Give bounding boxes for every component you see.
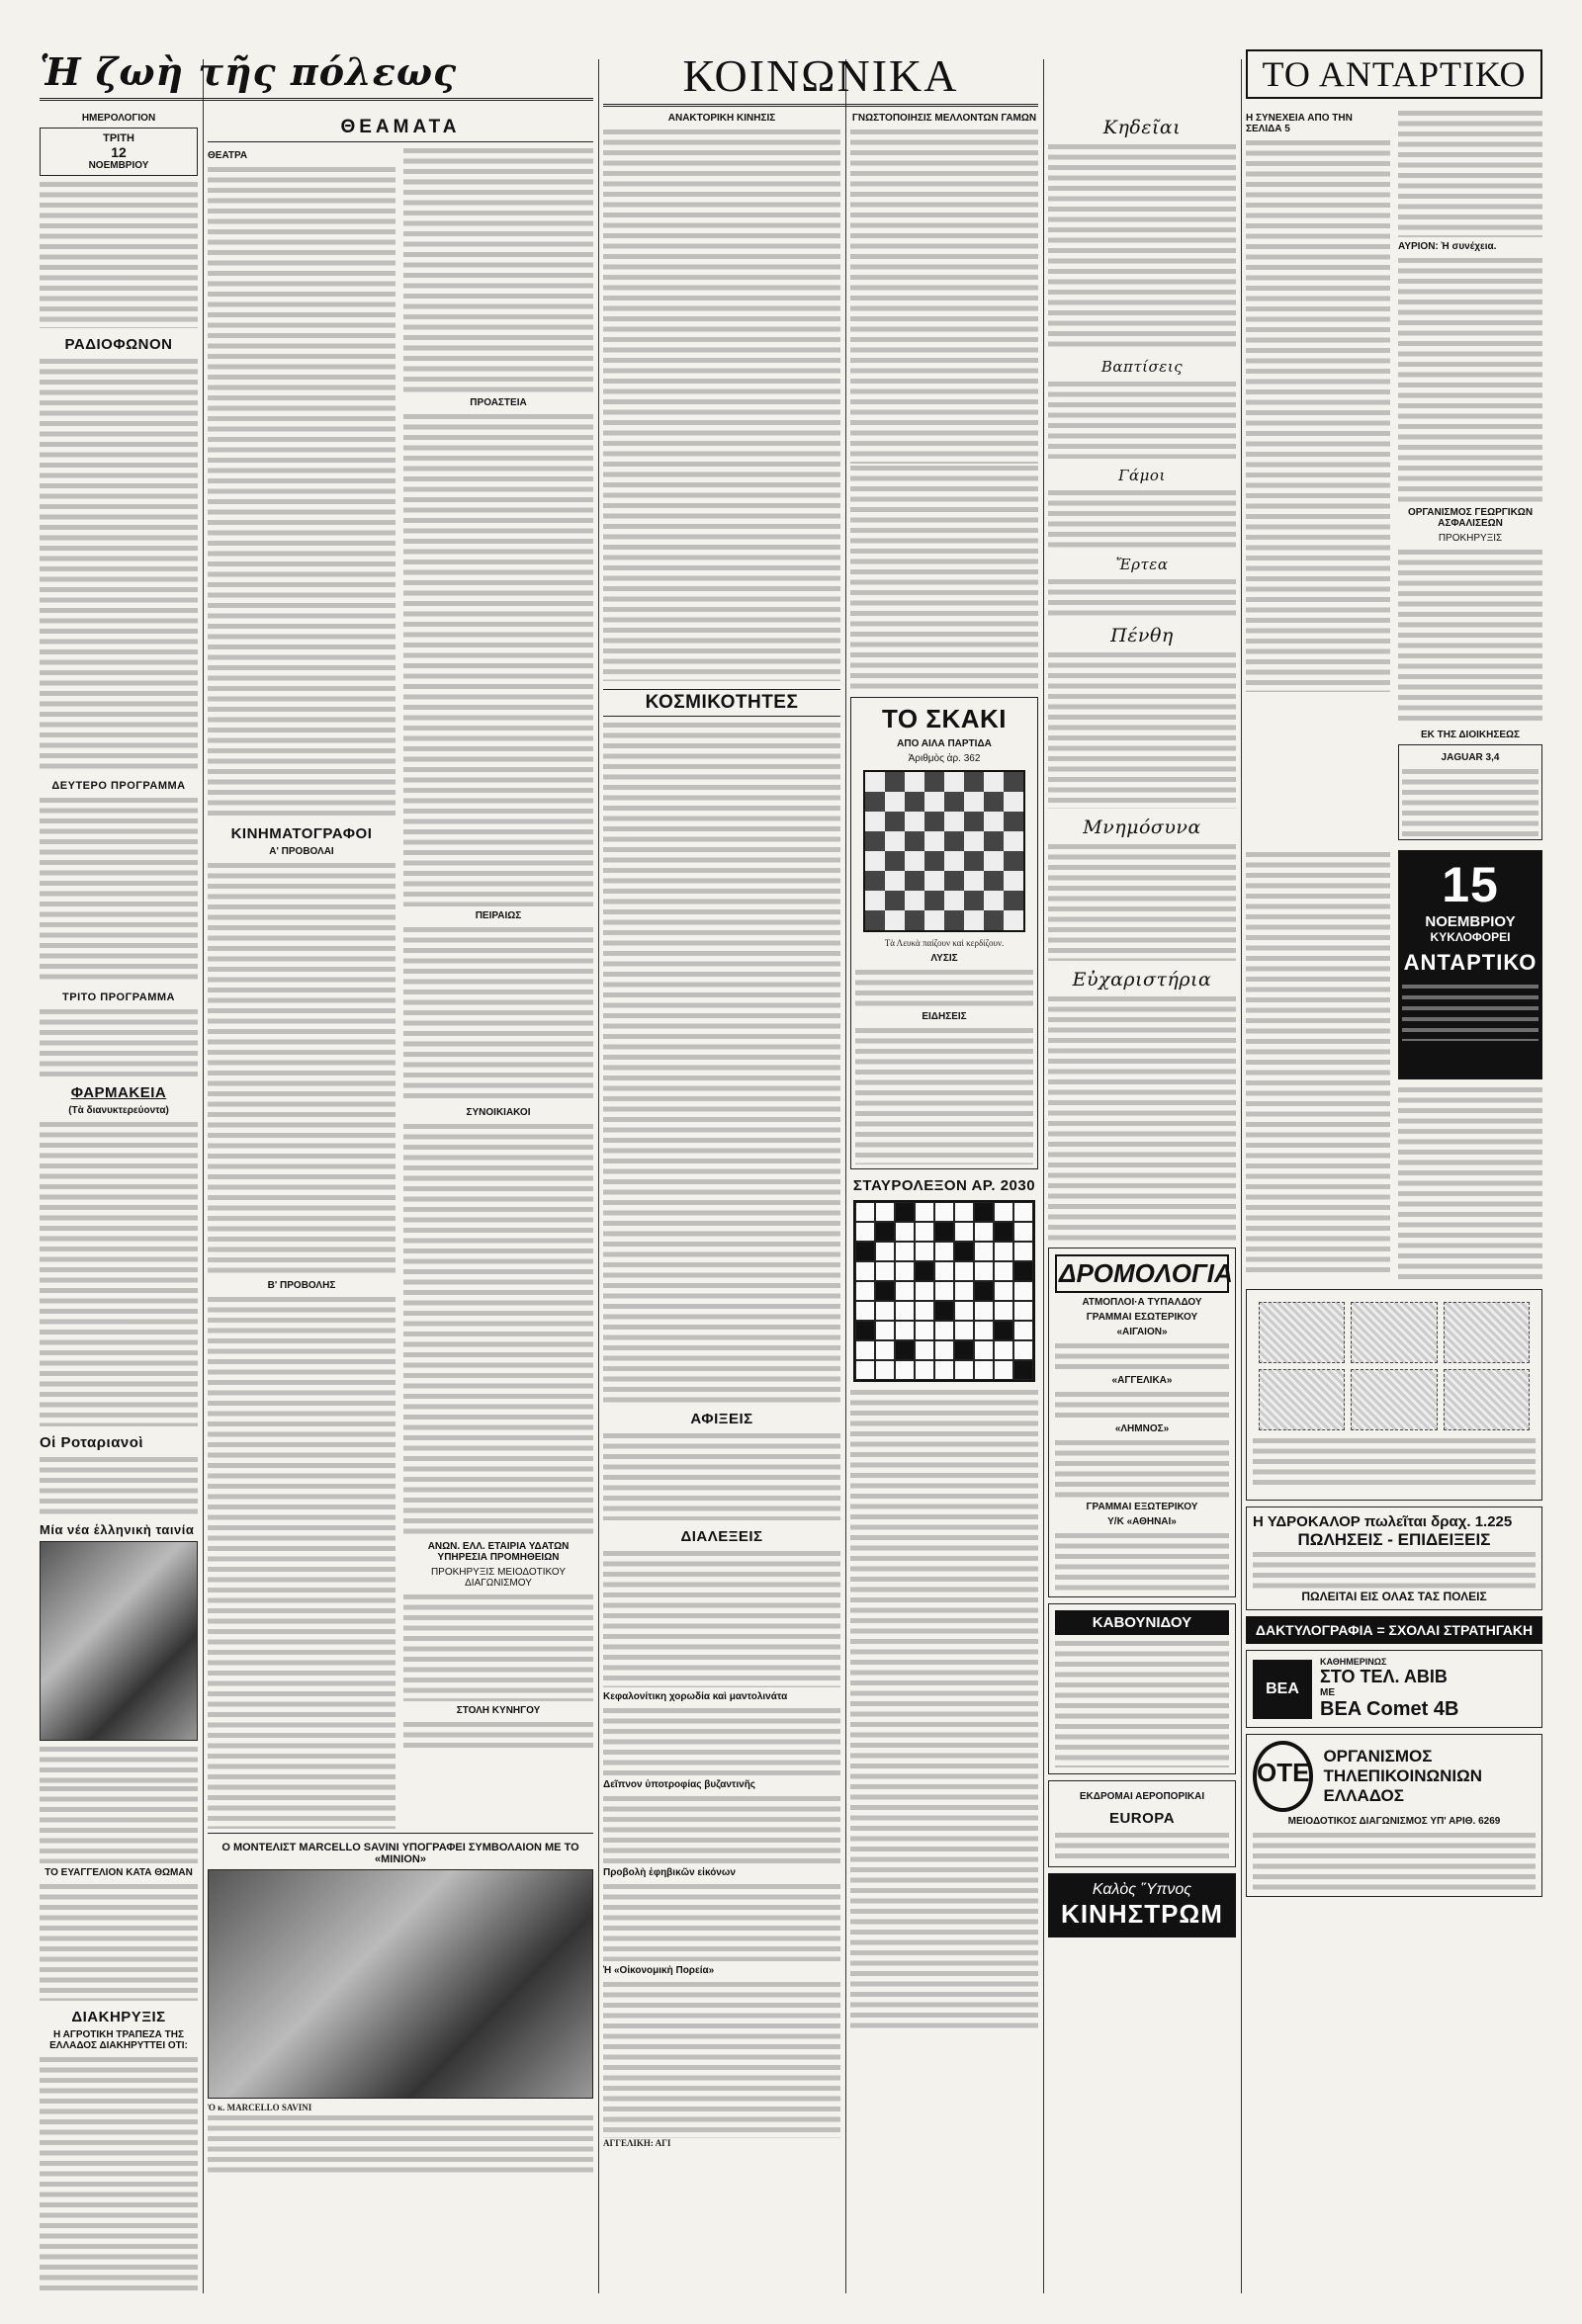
film-caption [40,1745,198,1784]
domestic-heading: ΓΡΑΜΜΑΙ ΕΣΩΤΕΡΙΚΟΥ [1086,1312,1198,1323]
cinema-list-text [403,146,593,393]
story-text-e [1398,1085,1542,1283]
radio-heading: ΡΑΔΙΟΦΩΝΟΝ [64,336,173,353]
story-text-b [1398,109,1542,237]
water-co-text [403,1592,593,1701]
arrivals-text [603,1431,840,1520]
ad-line: ΑΓΓΕΛΙΚΗ: ΑΓΙ [603,2138,671,2148]
date-block [40,128,198,176]
suburbs-heading: ΠΡΟΑΣΤΕΙΑ [470,397,527,408]
engagement-heading: ΓΝΩΣΤΟΠΟΙΗΣΙΣ ΜΕΛΛΟΝΤΩΝ ΓΑΜΩΝ [851,113,1037,124]
tender-heading: ΠΡΟΚΗΡΥΞΙΣ ΜΕΙΟΔΟΤΙΚΟΥ ΔΙΑΓΩΝΙΣΜΟΥ [430,1567,567,1589]
hydrokalor-text [1253,1550,1536,1590]
social-header-block [603,49,1038,115]
engagement-text [850,128,1038,464]
ankyrotiki-text [603,128,840,681]
lectures-text [603,1549,840,1687]
weddings-heading: Γάμοι [1118,467,1166,484]
europa-heading: EUROPA [1108,1810,1176,1827]
social-text-b [850,464,1038,691]
foreign-heading: ΓΡΑΜΜΑΙ ΕΞΩΤΕΡΙΚΟΥ [1086,1502,1198,1512]
masthead-block [40,49,593,107]
ote-ad [1246,1734,1542,1897]
crossword-clues [850,1388,1038,2030]
solution-text [855,968,1033,1007]
ad15-day: 15 [1442,857,1499,912]
stamp-ad-text [1253,1436,1536,1486]
society-heading: ΚΟΣΜΙΚΟΤΗΤΕΣ [603,689,840,717]
gospel-text [40,1882,198,2001]
hunter-uniform-heading: ΣΤΟΛΗ ΚΥΝΗΓΟΥ [456,1705,541,1716]
hydrokalor-ad [1246,1506,1542,1610]
from-admin: ΕΚ ΤΗΣ ΔΙΟΙΚΗΣΕΩΣ [1420,730,1521,740]
water-co-heading: ΑΝΩΝ. ΕΛΛ. ΕΤΑΙΡΙΑ ΥΔΑΤΩΝ ΥΠΗΡΕΣΙΑ ΠΡΟΜΗΘΕΙΩΝ [427,1541,570,1563]
limnos-heading: «ΛΗΜΝΟΣ» [1114,1423,1170,1434]
column-social-b [850,109,1038,2293]
weddings-text [1048,488,1236,548]
pharmacies-sub: (Τὰ διανυκτερεύοντα) [68,1105,169,1116]
film-show-heading: Προβολὴ ἐφηβικῶν εἰκόνων [603,1867,736,1878]
social-heading: ΚΟΙΝΩΝΙΚΑ [603,49,1038,107]
first-run-heading: Α' ΠΡΟΒΟΛΑΙ [269,846,334,857]
aigaion-heading: «ΑΙΓΑΙΟΝ» [1116,1327,1168,1337]
aggeliki-text [1055,1390,1229,1420]
ad15-month: ΝΟΕΜΒΡΙΟΥ [1425,913,1516,930]
dinner-heading: Δεῖπνον ὑποτροφίας βυζαντινῆς [603,1779,756,1790]
bea-plane: BEA Comet 4B [1320,1698,1459,1720]
film-show-text [603,1882,840,1961]
bea-with: ΜΕ [1320,1687,1335,1698]
jaguar-heading: JAGUAR 3,4 [1441,752,1500,763]
ad15-text [1402,982,1538,1041]
society-text [603,721,840,1403]
antartiko-header-block [1246,49,1542,107]
chess-board [863,770,1025,932]
arrivals-heading: ΑΦΙΞΕΙΣ [690,1411,753,1427]
ote-subtitle: ΜΕΙΟΔΟΤΙΚΟΣ ΔΙΑΓΩΝΙΣΜΟΣ ΥΠ' ΑΡΙΘ. 6269 [1287,1816,1501,1827]
solution-heading: ΛΥΣΙΣ [930,952,958,964]
org-text [1398,548,1542,726]
column-rule [845,59,846,2293]
chess-caption: Τὰ Λευκὰ παίζουν καὶ κερδίζουν. [884,938,1005,948]
lectures-heading: ΔΙΑΛΕΞΕΙΣ [680,1528,763,1545]
montelist-heading: Ο ΜΟΝΤΕΛΙΣΤ MARCELLO SAVINI ΥΠΟΓΡΑΦΕΙ ΣΥΜΒΟΛΑΙΟΝ ΜΕ ΤΟ «ΜΙΝΙΟΝ» [221,1842,579,1865]
athinai-text [1055,1531,1229,1591]
chess-heading: ΤΟ ΣΚΑΚΙ [881,704,1007,733]
second-program-heading: ΔΕΥΤΕΡΟ ΠΡΟΓΡΑΜΜΑ [51,780,186,792]
bea-logo: BEA [1253,1660,1312,1719]
routes-title: ΔΡΟΜΟΛΟΓΙΑ [1055,1254,1229,1293]
sales-all-cities: ΠΩΛΕΙΤΑΙ ΕΙΣ ΟΛΑΣ ΤΑΣ ΠΟΛΕΙΣ [1301,1590,1487,1603]
third-program-text [40,1007,198,1076]
limnos-text [1055,1438,1229,1498]
tomorrow-note: ΑΥΡΙΟΝ: Ἡ συνέχεια. [1398,241,1497,252]
column-rule [203,59,204,2293]
ote-logo: ΟΤΕ [1253,1741,1313,1812]
crossword-grid [853,1200,1035,1382]
bea-destination: ΣΤΟ ΤΕΛ. ΑΒΙΒ [1320,1667,1448,1686]
rotarians-heading: Οἱ Ροταριανοὶ [40,1434,144,1451]
bea-daily: ΚΑΘΗΜΕΡΙΝΩΣ [1320,1657,1387,1667]
kavounides-text [1055,1639,1229,1767]
column-rule [1043,59,1044,2293]
sleep-ad-line1: Καλὸς Ὕπνος [1092,1881,1192,1898]
ad15-title: ΑΝΤΑΡΤΙΚΟ [1403,950,1538,975]
column-shows [208,109,593,2293]
sleep-ad-brand: ΚΙΝΗΣΤΡΩΜ [1061,1899,1223,1929]
kavounides-logo: ΚΑΒΟΥΝΙΔΟΥ [1055,1610,1229,1635]
memorials-heading: Μνημόσυνα [1083,817,1201,838]
sales-heading: ΠΩΛΗΣΕΙΣ - ΕΠΙΔΕΙΞΕΙΣ [1297,1530,1491,1549]
stamp-ad [1246,1289,1542,1501]
masthead-title: Ἡ ζωὴ τῆς πόλεως [40,49,593,101]
gospel-heading: ΤΟ ΕΥΑΓΓΕΛΙΟΝ ΚΑΤΑ ΘΩΜΑΝ [44,1867,193,1878]
calendar-text [40,180,198,328]
news-heading: ΕΙΔΗΣΕΙΣ [922,1010,967,1022]
dinner-text [603,1794,840,1863]
memorials-text [1048,842,1236,961]
chess-box [850,697,1038,1169]
typing-ad: ΔΑΚΤΥΛΟΓΡΑΦΙΑ = ΣΧΟΛΑΙ ΣΤΡΑΤΗΓΑΚΗ [1246,1616,1542,1644]
radio-text [40,357,198,772]
agri-bank-heading: Η ΑΓΡΟΤΙΚΗ ΤΡΑΠΕΖΑ ΤΗΣ ΕΛΛΑΔΟΣ ΔΙΑΚΗΡΥΤΤΕΙ ΟΤΙ: [49,2029,188,2051]
pharmacies-text [40,1120,198,1426]
excursion-ad [1048,1780,1236,1867]
sleep-ad [1048,1873,1236,1937]
column-calendar [40,109,198,2293]
mourning-text [1048,650,1236,809]
newspaper-page [40,49,1542,2293]
excursion-text [1055,1831,1229,1860]
story-text-d [1246,850,1390,1275]
cinema-heading: ΚΙΝΗΜΑΤΟΓΡΑΦΟΙ [230,825,373,842]
savini-caption: Ὁ κ. MARCELLO SAVINI [208,2103,312,2112]
column-rule [1241,59,1242,2293]
hydrokalor-heading: Η ΥΔΡΟΚΑΛΟΡ πωλεῖται δραχ. 1.225 [1253,1513,1513,1530]
continuation-note: Η ΣΥΝΕΧΕΙΑ ΑΠΟ ΤΗΝ ΣΕΛΙΔΑ 5 [1246,113,1353,134]
misc-text [40,1784,198,1863]
funerals-heading: Κηδεῖαι [1102,117,1182,138]
calendar-header: ΗΜΕΡΟΛΟΓΙΟΝ [81,113,156,124]
athinai-heading: Υ/Κ «ΑΘΗΝΑΙ» [1107,1516,1177,1527]
thanks-text [1048,994,1236,1242]
column-social-c [1048,109,1236,2293]
pharmacies-heading: ΦΑΡΜΑΚΕΙΑ [70,1084,167,1101]
piraeus-heading: ΠΕΙΡΑΙΩΣ [475,910,522,921]
crossword-heading: ΣΤΑΥΡΟΛΕΞΟΝ ΑΡ. 2030 [852,1176,1036,1194]
bea-ad [1246,1650,1542,1728]
theatres-text [208,165,396,818]
ote-title: ΟΡΓΑΝΙΣΜΟΣ ΤΗΛΕΠΙΚΟΙΝΩΝΙΩΝ ΕΛΛΑΔΟΣ [1323,1747,1483,1805]
date-number: 12 [111,144,127,160]
column-antartiko [1246,109,1542,2293]
announcements-heading: ΔΙΑΚΗΡΥΞΙΣ [71,2009,166,2025]
economic-text [603,1980,840,2138]
hunter-uniform-text [403,1720,593,1750]
excursion-heading: ΕΚΔΡΟΜΑΙ ΑΕΡΟΠΟΡΙΚΑΙ [1079,1791,1205,1802]
kefalonian-heading: Κεφαλονίτικη χορωδία καὶ μαντολινάτα [603,1691,788,1702]
second-run-heading: Β' ΠΡΟΒΟΛΗΣ [267,1280,336,1291]
mourning-heading: Πένθη [1110,625,1174,646]
stamp-grid [1253,1296,1536,1436]
popular-text [403,1122,593,1537]
chess-news-text [855,1026,1033,1164]
second-run-text [208,1295,396,1829]
kavounides-ad [1048,1603,1236,1774]
chess-problem-number: Ἀριθμὸς ἀρ. 362 [908,753,981,764]
savini-caption-text [208,2113,593,2173]
jaguar-ad [1398,744,1542,840]
chess-subtitle: ΑΠΟ ΑΙΛΑ ΠΑΡΤΙΔΑ [897,738,992,749]
date-month: ΝΟΕΜΒΡΙΟΥ [88,160,149,171]
antartiko-heading: ΤΟ ΑΝΤΑΡΤΙΚΟ [1246,49,1542,99]
ankyrotiki-heading: ΑΝΑΚΤΟΡΙΚΗ ΚΙΝΗΣΙΣ [667,113,776,124]
shows-heading: ΘΕΑΜΑΤΑ [208,117,593,142]
column-social-a [603,109,840,2293]
jaguar-text [1402,767,1538,836]
funerals-text [1048,142,1236,350]
story-text-c [1398,256,1542,503]
ote-text [1253,1831,1536,1890]
routes-ad [1048,1248,1236,1597]
antartiko-ad [1398,850,1542,1079]
events-text [1048,577,1236,617]
greek-film-heading: Μία νέα ἑλληνικὴ ταινία [40,1522,195,1537]
date-day: ΤΡΙΤΗ [103,132,134,144]
routes-subtitle: ΑΤΜΟΠΛΟΙ·Α ΤΥΠΑΛΔΟΥ [1082,1297,1202,1308]
events-heading: Ἔρτεα [1115,556,1169,573]
third-program-heading: ΤΡΙΤΟ ΠΡΟΓΡΑΜΜΑ [62,991,175,1003]
org-subheading: ΠΡΟΚΗΡΥΞΙΣ [1438,533,1503,544]
economic-heading: Ἡ «Οἰκονομικὴ Πορεία» [603,1965,715,1976]
org-heading: ΟΡΓΑΝΙΣΜΟΣ ΓΕΩΡΓΙΚΩΝ ΑΣΦΑΛΙΣΕΩΝ [1407,507,1534,529]
agri-bank-text [40,2055,198,2293]
theatres-heading: ΘΕΑΤΡΑ [208,150,248,161]
first-run-text [208,861,396,1276]
baptisms-text [1048,380,1236,459]
piraeus-text [403,925,593,1103]
suburbs-text [403,412,593,906]
rotarians-text [40,1455,198,1514]
aggeliki-heading: «ΑΓΓΕΛΙΚΑ» [1111,1375,1173,1386]
column-rule [598,59,599,2293]
second-program-text [40,796,198,984]
aigaion-text [1055,1341,1229,1371]
popular-heading: ΣΥΝΟΙΚΙΑΚΟΙ [466,1107,531,1118]
ad15-kyk: ΚΥΚΛΟΦΟΡΕΙ [1430,930,1511,944]
thanks-heading: Εὐχαριστήρια [1072,969,1212,990]
savini-photo [208,1869,593,2099]
story-text-a [1246,138,1390,692]
baptisms-heading: Βαπτίσεις [1100,358,1184,376]
kefalonian-text [603,1706,840,1775]
film-photo [40,1541,198,1741]
